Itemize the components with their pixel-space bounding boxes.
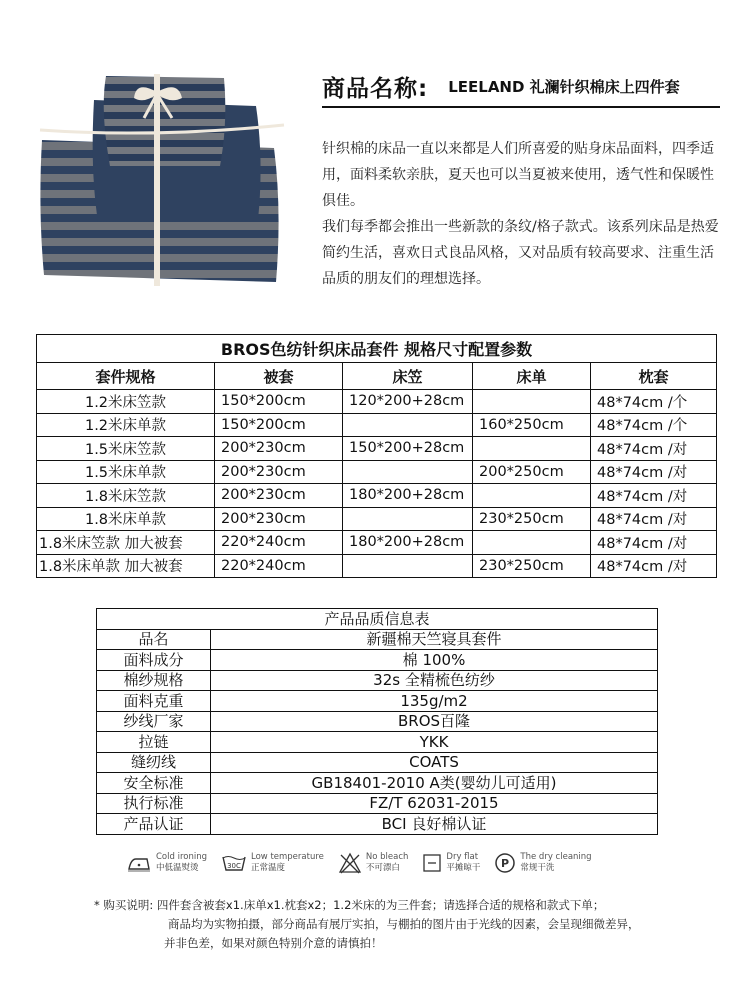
care-en-label: No bleach [365, 852, 409, 862]
quality-value: 32s 全精梳色纺纱 [211, 670, 658, 691]
care-en-label: Cold ironing [156, 852, 207, 862]
care-item-no-bleach [338, 852, 409, 874]
quality-key: 拉链 [97, 732, 211, 753]
duvet-cell: 200*230cm [215, 507, 343, 531]
table-row [37, 413, 717, 437]
title-divider [322, 106, 720, 108]
title-label: 商品名称: [322, 75, 429, 102]
notes-line-3: 并非色差，如果对颜色特别介意的请慎拍！ [164, 936, 383, 950]
product-photo [36, 70, 286, 295]
duvet-cell: 200*230cm [215, 460, 343, 484]
flat-sheet-cell: 230*250cm [473, 554, 591, 578]
care-en-label: Dry flat [446, 852, 479, 862]
duvet-cell: 200*230cm [215, 484, 343, 508]
quality-key: 面料克重 [97, 691, 211, 712]
quality-value: COATS [211, 752, 658, 773]
product-name: LEELAND 礼澜针织棉床上四件套 [448, 77, 680, 96]
flat-sheet-cell [473, 531, 591, 555]
care-en-label: The dry cleaning [520, 852, 592, 862]
quality-value: YKK [211, 732, 658, 753]
quality-key: 安全标准 [97, 773, 211, 794]
fitted-sheet-cell [343, 554, 473, 578]
quality-key: 执行标准 [97, 793, 211, 814]
pillowcase-cell: 48*74cm /对 [591, 531, 717, 555]
care-en-label: Low temperature [251, 852, 324, 862]
care-instructions [126, 848, 626, 878]
cold-iron-icon [126, 853, 152, 873]
care-item-dry-clean [494, 852, 591, 874]
size-header-cell: 枕套 [591, 363, 717, 390]
table-row [97, 670, 658, 691]
quality-value: BROS百隆 [211, 711, 658, 732]
table-row [97, 629, 658, 650]
care-zh-label: 不可漂白 [365, 863, 400, 873]
flat-sheet-cell [473, 437, 591, 461]
flat-sheet-cell: 200*250cm [473, 460, 591, 484]
care-item-dry-flat [422, 852, 480, 874]
spec-cell: 1.8米床笠款 加大被套 [37, 531, 215, 555]
quality-key: 品名 [97, 629, 211, 650]
quality-value: FZ/T 62031-2015 [211, 793, 658, 814]
wash-30-icon [221, 853, 247, 873]
duvet-cell: 200*230cm [215, 437, 343, 461]
quality-info-table [96, 608, 658, 835]
pillowcase-cell: 48*74cm /对 [591, 437, 717, 461]
size-header-cell: 套件规格 [37, 363, 215, 390]
table-row [97, 732, 658, 753]
fitted-sheet-cell: 150*200+28cm [343, 437, 473, 461]
table-row [37, 484, 717, 508]
size-header-cell: 床笠 [343, 363, 473, 390]
spec-cell: 1.2米床笠款 [37, 390, 215, 414]
table-row [37, 437, 717, 461]
care-zh-label: 平摊晾干 [446, 863, 481, 873]
quality-key: 缝纫线 [97, 752, 211, 773]
flat-sheet-cell: 160*250cm [473, 413, 591, 437]
dry-clean-icon [494, 852, 516, 874]
table-row [37, 507, 717, 531]
duvet-cell: 150*200cm [215, 413, 343, 437]
quality-key: 棉纱规格 [97, 670, 211, 691]
fitted-sheet-cell: 180*200+28cm [343, 484, 473, 508]
description-paragraph-1: 针织棉的床品一直以来都是人们所喜爱的贴身床品面料，四季适用，面料柔软亲肤，夏天也可以当夏被来使用，透气性和保暖性俱佳。 [322, 141, 714, 209]
product-description [322, 136, 727, 292]
table-row [37, 531, 717, 555]
quality-key: 面料成分 [97, 650, 211, 671]
quality-value: 棉 100% [211, 650, 658, 671]
care-zh-label: 中低温熨烫 [156, 863, 199, 873]
size-table-header-row [37, 363, 717, 390]
notes-line-1: * 购买说明: 四件套含被套x1.床单x1.枕套x2；1.2米床的为三件套；请选择合适的规格和款式下单； [94, 898, 605, 912]
wash-temp-badge: 30C [227, 862, 241, 870]
fitted-sheet-cell: 180*200+28cm [343, 531, 473, 555]
no-bleach-icon [338, 852, 362, 874]
care-item-wash [221, 852, 324, 874]
pillowcase-cell: 48*74cm /对 [591, 460, 717, 484]
flat-sheet-cell [473, 484, 591, 508]
table-row [97, 711, 658, 732]
pillowcase-cell: 48*74cm /对 [591, 554, 717, 578]
quality-value: BCI 良好棉认证 [211, 814, 658, 835]
table-row [97, 752, 658, 773]
spec-cell: 1.8米床笠款 [37, 484, 215, 508]
duvet-cell: 150*200cm [215, 390, 343, 414]
flat-sheet-cell [473, 390, 591, 414]
pillowcase-cell: 48*74cm /个 [591, 413, 717, 437]
table-row [97, 814, 658, 835]
dry-clean-badge: P [501, 857, 510, 870]
quality-key: 产品认证 [97, 814, 211, 835]
quality-value: 新疆棉天竺寝具套件 [211, 629, 658, 650]
flat-sheet-cell: 230*250cm [473, 507, 591, 531]
notes-line-2: 商品均为实物拍摄，部分商品有展厅实拍，与棚拍的图片由于光线的因素，会呈现细微差异， [168, 917, 640, 931]
care-zh-label: 常规干洗 [520, 863, 555, 873]
care-item-cold-iron [126, 852, 207, 874]
spec-cell: 1.8米床单款 [37, 507, 215, 531]
quality-key: 纱线厂家 [97, 711, 211, 732]
pillowcase-cell: 48*74cm /对 [591, 484, 717, 508]
size-header-cell: 床单 [473, 363, 591, 390]
size-header-cell: 被套 [215, 363, 343, 390]
spec-cell: 1.5米床单款 [37, 460, 215, 484]
table-row [97, 650, 658, 671]
fitted-sheet-cell [343, 507, 473, 531]
fitted-sheet-cell: 120*200+28cm [343, 390, 473, 414]
table-row [37, 460, 717, 484]
description-paragraph-2: 我们每季都会推出一些新款的条纹/格子款式。该系列床品是热爱简约生活，喜欢日式良品风格，又对品质有较高要求、注重生活品质的朋友们的理想选择。 [322, 219, 719, 287]
table-row [97, 793, 658, 814]
spec-cell: 1.2米床单款 [37, 413, 215, 437]
care-zh-label: 正常温度 [251, 863, 286, 873]
fitted-sheet-cell [343, 413, 473, 437]
table-row [37, 554, 717, 578]
fitted-sheet-cell [343, 460, 473, 484]
pillowcase-cell: 48*74cm /个 [591, 390, 717, 414]
purchase-notes [94, 896, 734, 953]
dry-flat-icon [422, 853, 442, 873]
table-row [37, 390, 717, 414]
pillowcase-cell: 48*74cm /对 [591, 507, 717, 531]
duvet-cell: 220*240cm [215, 554, 343, 578]
quality-value: GB18401-2010 A类(婴幼儿可适用) [211, 773, 658, 794]
title-row [322, 68, 720, 104]
spec-cell: 1.8米床单款 加大被套 [37, 554, 215, 578]
duvet-cell: 220*240cm [215, 531, 343, 555]
table-row [97, 691, 658, 712]
quality-table-caption: 产品品质信息表 [97, 609, 658, 630]
size-spec-table [36, 334, 717, 578]
spec-cell: 1.5米床笠款 [37, 437, 215, 461]
size-table-caption: BROS色纺针织床品套件 规格尺寸配置参数 [37, 335, 717, 363]
table-row [97, 773, 658, 794]
quality-value: 135g/m2 [211, 691, 658, 712]
